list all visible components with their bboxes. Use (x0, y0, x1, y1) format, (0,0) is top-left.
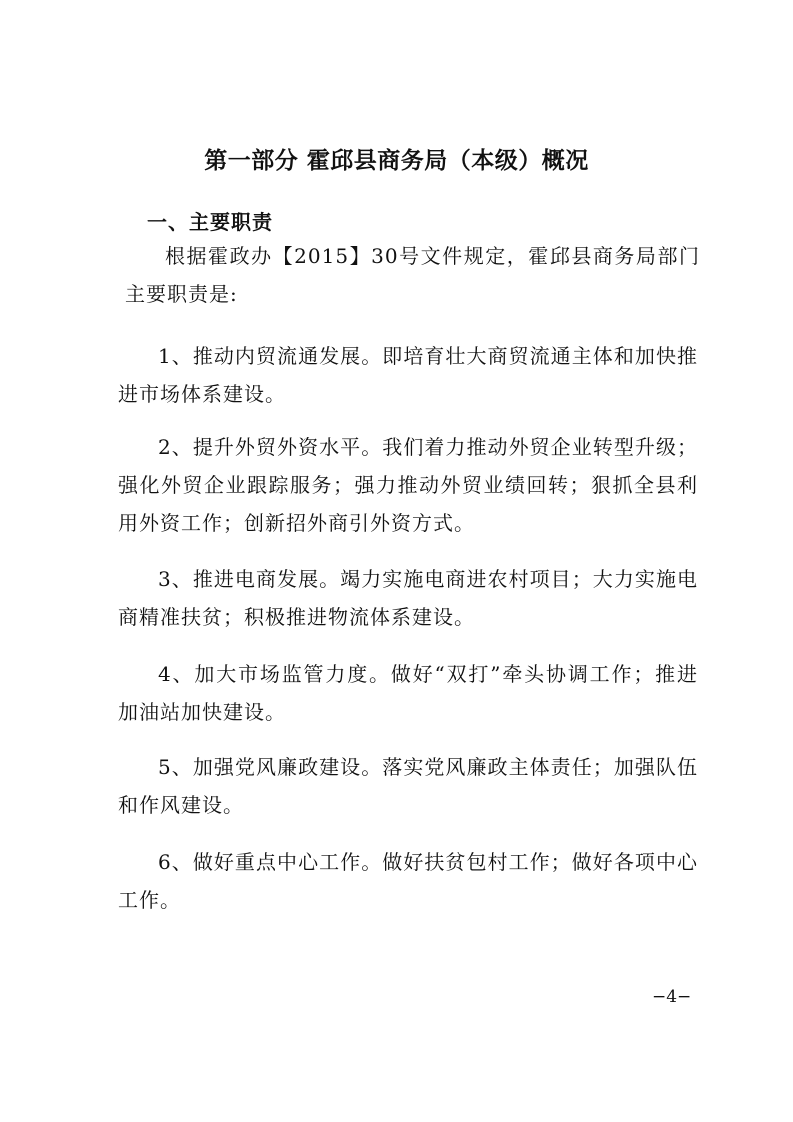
page-number: −4− (652, 987, 692, 1007)
duty-paragraph-2: 2、提升外贸外资水平。我们着力推动外贸企业转型升级；强化外贸企业跟踪服务；强力推动外贸业绩回转；狠抓全县利用外资工作；创新招外商引外资方式。 (118, 435, 698, 535)
duty-paragraph-3: 3、推进电商发展。竭力实施电商进农村项目；大力实施电商精准扶贫；积极推进物流体系建设。 (118, 567, 698, 629)
duty-paragraph-5: 5、加强党风廉政建设。落实党风廉政主体责任；加强队伍和作风建设。 (118, 755, 698, 817)
intro-paragraph: 根据霍政办【2015】30号文件规定，霍邱县商务局部门主要职责是: (125, 244, 700, 306)
duty-paragraph-1: 1、推动内贸流通发展。即培育壮大商贸流通主体和加快推进市场体系建设。 (118, 344, 698, 406)
section-heading: 一、主要职责 (147, 210, 273, 234)
document-title: 第一部分 霍邱县商务局（本级）概况 (204, 148, 589, 174)
duty-paragraph-4: 4、加大市场监管力度。做好“双打”牵头协调工作；推进加油站加快建设。 (118, 662, 698, 724)
duty-paragraph-6: 6、做好重点中心工作。做好扶贫包村工作；做好各项中心工作。 (118, 850, 698, 912)
